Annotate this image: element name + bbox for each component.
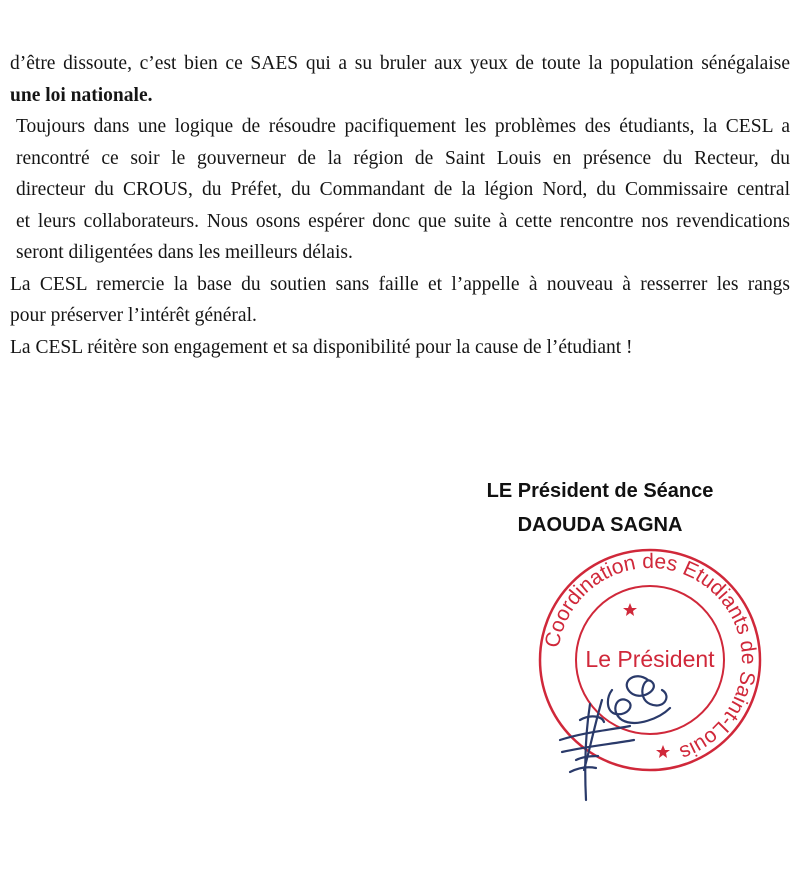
letter-line-4: rencontré ce soir le gouverneur de la région de Saint Louis en présence du Recteur, du bbox=[16, 147, 790, 169]
letter-line-3: Toujours dans une logique de résoudre pacifiquement les problèmes des étudiants, la CESL a bbox=[16, 116, 790, 137]
letter-line-1: d’être dissoute, c’est bien ce SAES qui a su bruler aux yeux de toute la population sénégalaise bbox=[10, 53, 790, 74]
letter-line-8: La CESL remercie la base du soutien sans faille et l’appelle à nouveau à resserrer les rangs bbox=[10, 273, 790, 295]
letter-line-10: La CESL réitère son engagement et sa disponibilité pour la cause de l’étudiant ! bbox=[10, 336, 633, 358]
stamp-outer-text: Coordination des Etudiants de Saint-Louis bbox=[540, 549, 761, 765]
letter-line-2: une loi nationale. bbox=[10, 84, 153, 106]
signature-block bbox=[440, 474, 760, 542]
stamp-center-text: Le Président bbox=[585, 646, 715, 672]
letter-line-6: et leurs collaborateurs. Nous osons espérer donc que suite à cette rencontre nos revendications bbox=[16, 210, 790, 232]
letter-line-5: directeur du CROUS, du Préfet, du Commandant de la légion Nord, du Commissaire central bbox=[16, 179, 790, 200]
letter-line-7: seront diligentées dans les meilleurs délais. bbox=[16, 242, 353, 263]
letter-body bbox=[10, 48, 790, 363]
handwritten-signature bbox=[540, 660, 710, 820]
letter-line-9: pour préserver l’intérêt général. bbox=[10, 305, 257, 326]
signatory-name: DAOUDA SAGNA bbox=[517, 514, 683, 536]
signatory-title: LE Président de Séance bbox=[486, 480, 714, 502]
